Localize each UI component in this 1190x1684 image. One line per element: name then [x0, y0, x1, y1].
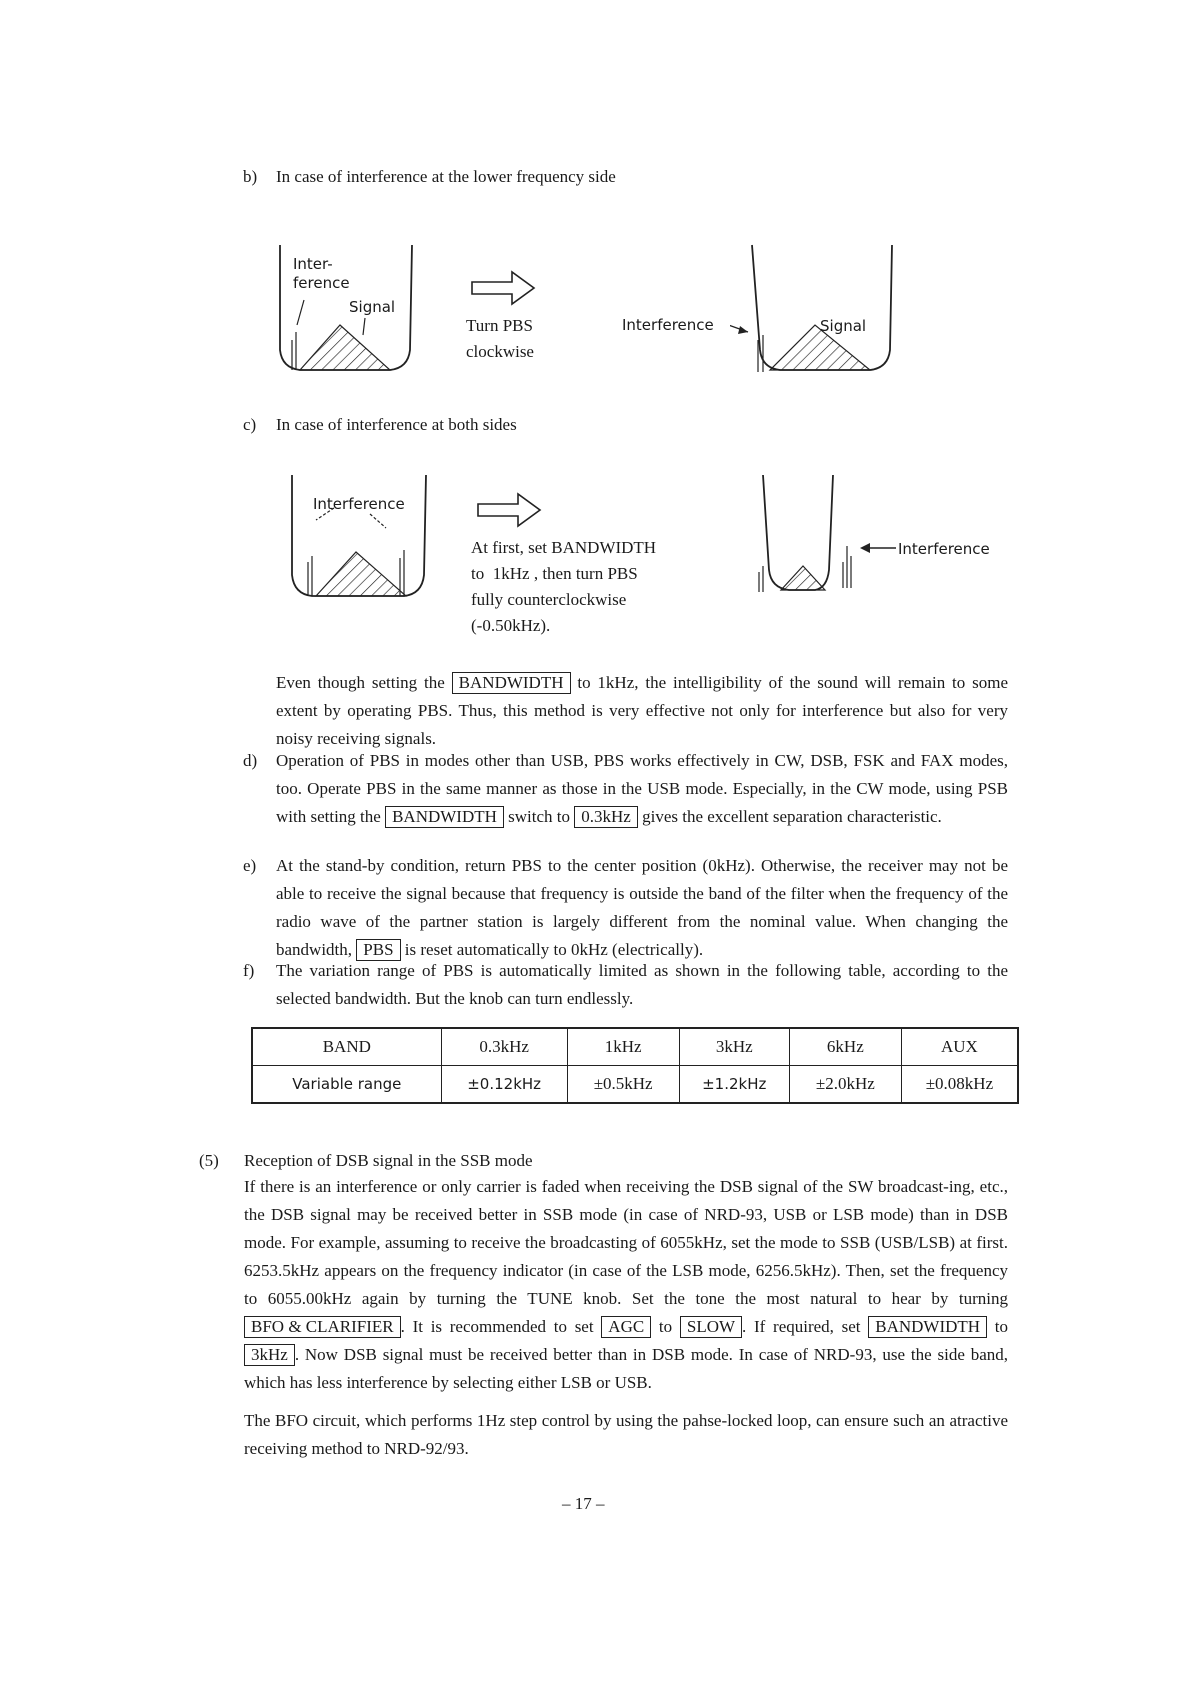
- pbs-range-table: [251, 1027, 1019, 1104]
- label-signal-right-b: Signal: [820, 317, 867, 335]
- label-interference-line2: ference: [293, 274, 350, 292]
- section-b-marker: b): [243, 167, 258, 186]
- table-cell: 0.3kHz: [441, 1028, 567, 1066]
- table-cell: ±0.08kHz: [901, 1066, 1018, 1104]
- action-c-1khz: 1kHz: [492, 564, 530, 583]
- action-b-line1: Turn PBS: [466, 316, 533, 335]
- right-arrow-icon: [476, 490, 546, 530]
- action-c-line4: (-0.50kHz).: [471, 616, 551, 635]
- label-interference-line1: Inter-: [293, 255, 333, 273]
- label-signal-left: Signal: [349, 298, 396, 316]
- e-text-1: At the stand-by condition, return PBS to the center position (0kHz). Otherwise, the receiver may not be able to receive the signal because that frequency is outside the band of the filter when the frequency of the radio wave of the partner station is largely different from the nominal value. When changing the bandwidth,: [276, 856, 1008, 959]
- action-c-line3: fully counterclockwise: [471, 590, 627, 609]
- left-arrow-icon: [858, 540, 898, 556]
- section-5-paragraph-2: The BFO circuit, which performs 1Hz step control by using the pahse-locked loop, can ensure such an atractive receiving method to NRD-92/93.: [244, 1411, 1008, 1458]
- bandwidth-key-label: BANDWIDTH: [385, 806, 504, 828]
- table-cell: Variable range: [252, 1066, 441, 1104]
- section-f-text: The variation range of PBS is automatically limited as shown in the following table, according to the selected bandwidth. But the knob can turn endlessly.: [276, 961, 1008, 1008]
- action-c-then: , then turn PBS: [533, 564, 638, 583]
- p1-text-a: If there is an interference or only carrier is faded when receiving the DSB signal of the SW broadcast-ing, etc., the DSB signal may be received better in SSB mode (in case of NRD-93, USB or LSB mode) than in DSB mode. For example, assuming to receive the broadcasting of 6055kHz, set the mode to SSB (USB/LSB) at first. 6253.5kHz appears on the frequency indicator (in case of the LSB mode, 6256.5kHz). Then, set the frequency to 6055.00kHz again by turning the TUNE knob. Set the tone the most natural to hear by turning: [244, 1177, 1008, 1308]
- section-d-marker: d): [243, 751, 258, 770]
- p1-text-c: to: [658, 1317, 673, 1336]
- section-5-heading: Reception of DSB signal in the SSB mode: [244, 1151, 533, 1170]
- d-text-2: switch to: [508, 807, 571, 826]
- section-e-marker: e): [243, 856, 257, 875]
- bandwidth-3khz-key-label: 3kHz: [244, 1344, 295, 1366]
- table-header-row: [252, 1028, 1018, 1066]
- p1-text-b: . It is recommended to set: [400, 1317, 594, 1336]
- note-text-2: to 1kHz, the intelligibility of the sound will remain to some extent by operating PBS. Thus, this method is very effective not only for interference but also for very noisy receiving signals.: [276, 673, 1009, 748]
- section-c-marker: c): [243, 415, 257, 434]
- section-c-heading: In case of interference at both sides: [276, 415, 517, 434]
- section-e-text: [276, 852, 1008, 964]
- agc-key-label: AGC: [601, 1316, 651, 1338]
- d-text-3: gives the excellent separation characteristic.: [642, 807, 942, 826]
- filter-diagram-b-right: [730, 240, 910, 380]
- pbs-key-label: PBS: [356, 939, 400, 961]
- table-cell: 3kHz: [679, 1028, 789, 1066]
- bandwidth-key-label: BANDWIDTH: [868, 1316, 987, 1338]
- bandwidth-03khz-key-label: 0.3kHz: [574, 806, 638, 828]
- slow-key-label: SLOW: [680, 1316, 742, 1338]
- table-cell: ±1.2kHz: [679, 1066, 789, 1104]
- table-cell: ±0.5kHz: [567, 1066, 679, 1104]
- right-arrow-icon: [470, 268, 540, 308]
- section-d-text: [276, 747, 1008, 831]
- bandwidth-key-label: BANDWIDTH: [452, 672, 571, 694]
- p1-text-d: . If required, set: [742, 1317, 861, 1336]
- page-number: – 17 –: [562, 1494, 605, 1513]
- section-b-heading: In case of interference at the lower frequency side: [276, 167, 616, 186]
- action-c-line1: At first, set BANDWIDTH: [471, 538, 657, 557]
- table-cell: ±0.12kHz: [441, 1066, 567, 1104]
- filter-diagram-c-right: [745, 470, 865, 600]
- table-cell: ±2.0kHz: [789, 1066, 901, 1104]
- table-cell: 1kHz: [567, 1028, 679, 1066]
- label-interference-right-b: Interference: [622, 316, 714, 334]
- section-5-paragraph-1: [244, 1173, 1008, 1397]
- label-interference-c-left: Interference: [313, 495, 405, 513]
- label-interference-c-right: Interference: [898, 540, 990, 558]
- action-c-line2: [471, 560, 638, 588]
- action-c-to: to: [471, 564, 485, 583]
- note-text-1: Even though setting the: [276, 673, 445, 692]
- table-cell: AUX: [901, 1028, 1018, 1066]
- table-cell: 6kHz: [789, 1028, 901, 1066]
- p1-text-e: to: [994, 1317, 1009, 1336]
- bfo-clarifier-key-label: BFO & CLARIFIER: [244, 1316, 401, 1338]
- e-text-2: is reset automatically to 0kHz (electrically).: [404, 940, 704, 959]
- section-5-marker: (5): [199, 1151, 219, 1170]
- section-c-note: [276, 669, 1008, 753]
- table-row: [252, 1066, 1018, 1104]
- section-f-marker: f): [243, 961, 255, 980]
- action-b-line2: clockwise: [466, 342, 534, 361]
- d-text-1: Operation of PBS in modes other than USB, PBS works effectively in CW, DSB, FSK and FAX modes, too. Operate PBS in the same manner as those in the USB mode. Especially, in the CW mode, using PSB with setting the: [276, 751, 1008, 826]
- p1-text-f: . Now DSB signal must be received better than in DSB mode. In case of NRD-93, use the side band, which has less interference by selecting either LSB or USB.: [244, 1345, 1008, 1392]
- table-cell: BAND: [252, 1028, 441, 1066]
- filter-diagram-c-left: [282, 470, 442, 610]
